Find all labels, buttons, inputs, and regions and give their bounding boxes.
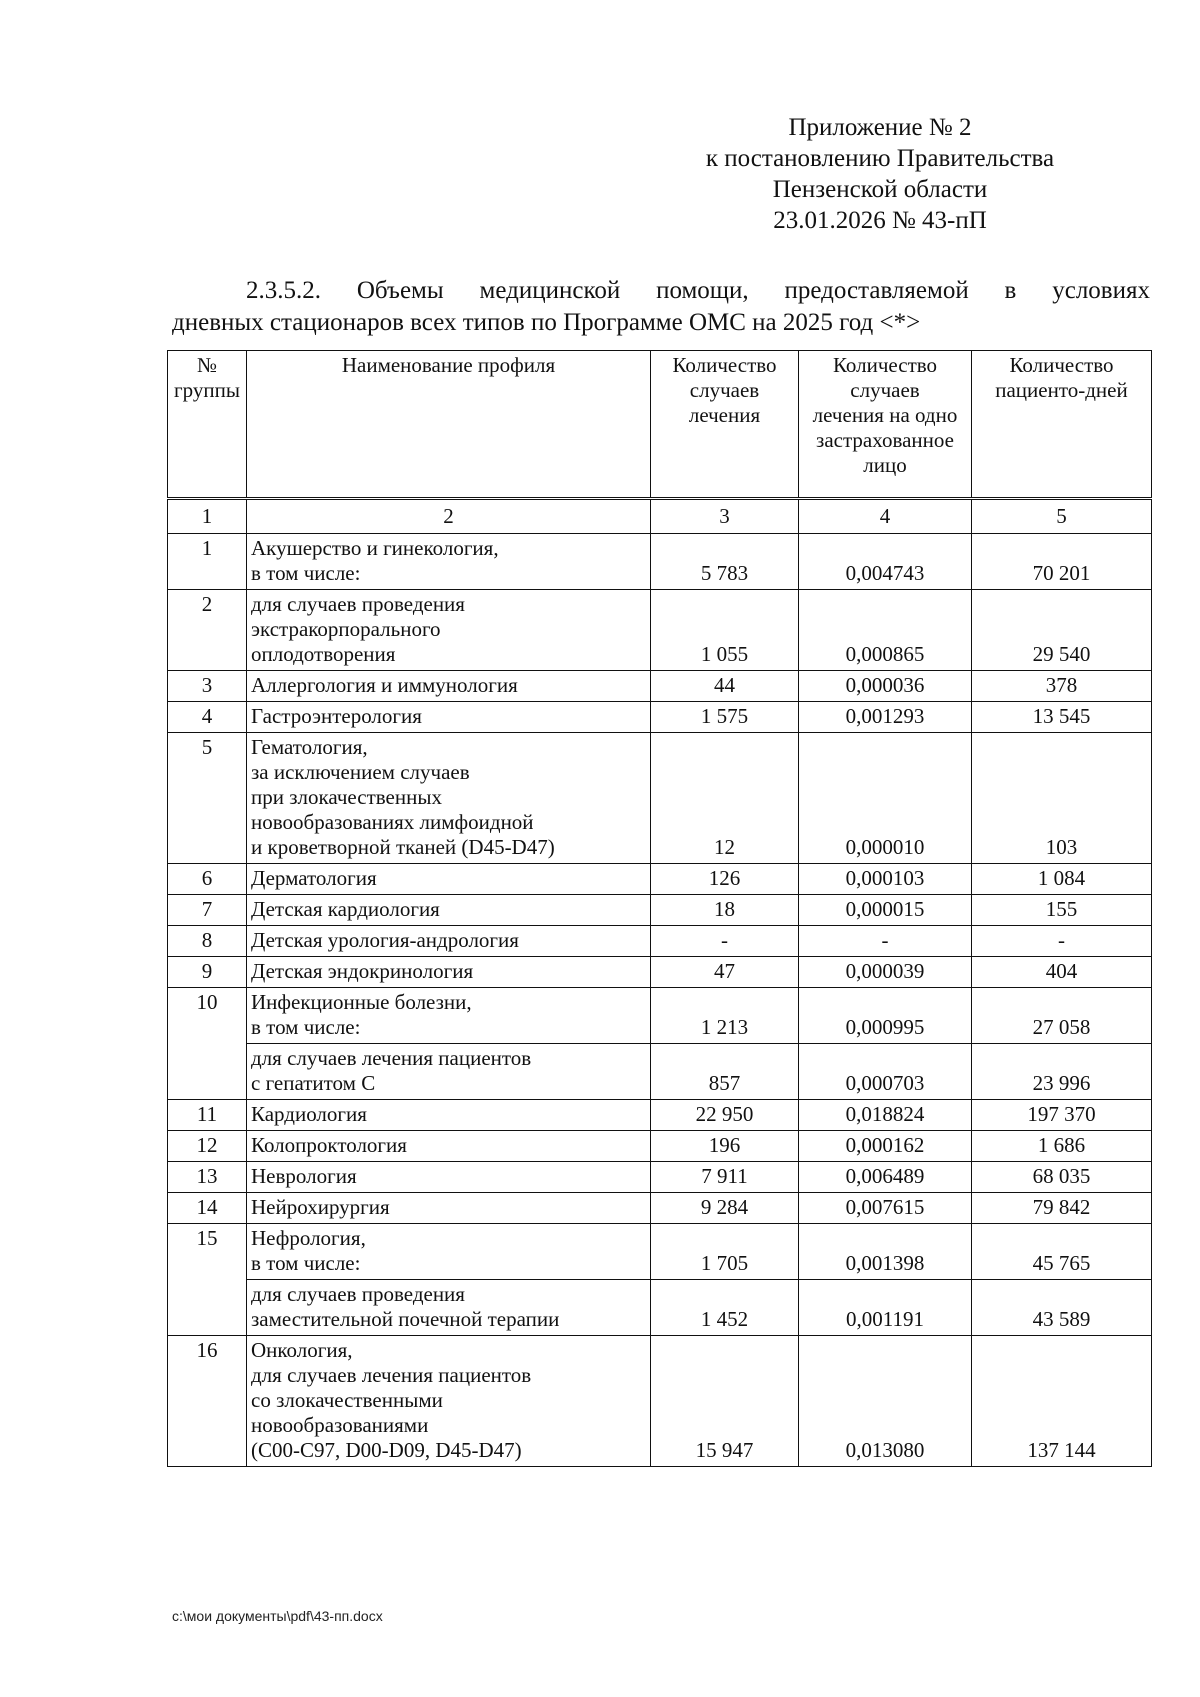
group-number-cell: 6 (168, 864, 247, 895)
column-number: 3 (651, 499, 799, 534)
table-row (168, 1162, 1152, 1193)
cases-per-insured-cell: 0,004743 (799, 534, 972, 590)
profile-name-cell: Дерматология (247, 864, 651, 895)
cases-cell: 44 (651, 671, 799, 702)
table-row (168, 1100, 1152, 1131)
patient-days-cell: 378 (972, 671, 1152, 702)
profile-name-cell: Гематология, за исключением случаев при злокачественных новообразованиях лимфоидной и кроветворной тканей (D45-D47) (247, 733, 651, 864)
cases-per-insured-cell: 0,000015 (799, 895, 972, 926)
file-path-footer: c:\мои документы\pdf\43-пп.docx (172, 1608, 383, 1624)
patient-days-cell: 1 686 (972, 1131, 1152, 1162)
cases-cell: 1 213 (651, 988, 799, 1044)
group-number-cell: 4 (168, 702, 247, 733)
table-row (168, 1336, 1152, 1467)
cases-cell: 1 575 (651, 702, 799, 733)
cases-per-insured-cell: 0,000865 (799, 590, 972, 671)
group-number-cell: 7 (168, 895, 247, 926)
table-row (168, 1131, 1152, 1162)
header-patient-days: Количество пациенто-дней (972, 351, 1152, 499)
profile-name-cell: Акушерство и гинекология, в том числе: (247, 534, 651, 590)
table-row (168, 864, 1152, 895)
patient-days-cell: 155 (972, 895, 1152, 926)
group-number-cell: 8 (168, 926, 247, 957)
table-row (168, 1224, 1152, 1280)
patient-days-cell: 27 058 (972, 988, 1152, 1044)
profile-name-cell: Неврология (247, 1162, 651, 1193)
cases-cell: 1 452 (651, 1280, 799, 1336)
column-number: 1 (168, 499, 247, 534)
table-row (168, 988, 1152, 1044)
appendix-title: Приложение № 2 (788, 114, 972, 141)
group-number-cell: 9 (168, 957, 247, 988)
cases-per-insured-cell: - (799, 926, 972, 957)
cases-cell: 22 950 (651, 1100, 799, 1131)
group-number-cell: 14 (168, 1193, 247, 1224)
cases-cell: 7 911 (651, 1162, 799, 1193)
patient-days-cell: 404 (972, 957, 1152, 988)
volumes-table (167, 350, 1152, 1467)
group-number-cell: 16 (168, 1336, 247, 1467)
table-row (168, 895, 1152, 926)
group-number-cell: 5 (168, 733, 247, 864)
table-row (168, 1280, 1152, 1336)
appendix-resolution: к постановлению Правительства (705, 145, 1055, 172)
group-number-cell: 11 (168, 1100, 247, 1131)
patient-days-cell: 45 765 (972, 1224, 1152, 1280)
group-number-cell: 1 (168, 534, 247, 590)
header-cases: Количество случаев лечения (651, 351, 799, 499)
cases-cell: 18 (651, 895, 799, 926)
cases-cell: - (651, 926, 799, 957)
table-row (168, 702, 1152, 733)
cases-cell: 126 (651, 864, 799, 895)
group-number-cell: 3 (168, 671, 247, 702)
section-heading (172, 275, 1150, 339)
cases-cell: 12 (651, 733, 799, 864)
group-number-cell: 15 (168, 1224, 247, 1336)
appendix-block (620, 112, 1140, 236)
group-number-cell: 13 (168, 1162, 247, 1193)
cases-per-insured-cell: 0,001191 (799, 1280, 972, 1336)
profile-name-cell: Кардиология (247, 1100, 651, 1131)
patient-days-cell: 103 (972, 733, 1152, 864)
group-number-cell: 2 (168, 590, 247, 671)
profile-name-cell: для случаев проведения заместительной почечной терапии (247, 1280, 651, 1336)
patient-days-cell: 23 996 (972, 1044, 1152, 1100)
cases-cell: 5 783 (651, 534, 799, 590)
patient-days-cell: 13 545 (972, 702, 1152, 733)
cases-cell: 196 (651, 1131, 799, 1162)
cases-per-insured-cell: 0,018824 (799, 1100, 972, 1131)
section-heading-line1: 2.3.5.2. Объемы медицинской помощи, предоставляемой в условиях (246, 277, 1150, 304)
appendix-region: Пензенской области (772, 176, 988, 203)
column-number: 2 (247, 499, 651, 534)
profile-name-cell: Детская кардиология (247, 895, 651, 926)
cases-cell: 15 947 (651, 1336, 799, 1467)
cases-per-insured-cell: 0,006489 (799, 1162, 972, 1193)
cases-cell: 1 705 (651, 1224, 799, 1280)
table-row (168, 926, 1152, 957)
cases-per-insured-cell: 0,000995 (799, 988, 972, 1044)
cases-per-insured-cell: 0,000103 (799, 864, 972, 895)
cases-per-insured-cell: 0,007615 (799, 1193, 972, 1224)
patient-days-cell: 197 370 (972, 1100, 1152, 1131)
cases-per-insured-cell: 0,000703 (799, 1044, 972, 1100)
patient-days-cell: 79 842 (972, 1193, 1152, 1224)
profile-name-cell: Гастроэнтерология (247, 702, 651, 733)
table-row (168, 733, 1152, 864)
column-numbers-row (168, 499, 1152, 534)
cases-per-insured-cell: 0,000010 (799, 733, 972, 864)
header-profile-name: Наименование профиля (247, 351, 651, 499)
header-cases-per-insured: Количество случаев лечения на одно застрахованное лицо (799, 351, 972, 499)
section-heading-line2: дневных стационаров всех типов по Программе ОМС на 2025 год <*> (172, 309, 921, 336)
profile-name-cell: Колопроктология (247, 1131, 651, 1162)
profile-name-cell: Инфекционные болезни, в том числе: (247, 988, 651, 1044)
cases-per-insured-cell: 0,013080 (799, 1336, 972, 1467)
table-header-row (168, 351, 1152, 499)
profile-name-cell: для случаев проведения экстракорпорального оплодотворения (247, 590, 651, 671)
appendix-date-number: 23.01.2026 № 43-пП (773, 207, 987, 234)
cases-per-insured-cell: 0,000162 (799, 1131, 972, 1162)
profile-name-cell: Нейрохирургия (247, 1193, 651, 1224)
patient-days-cell: - (972, 926, 1152, 957)
patient-days-cell: 1 084 (972, 864, 1152, 895)
profile-name-cell: для случаев лечения пациентов с гепатитом С (247, 1044, 651, 1100)
table-row (168, 1044, 1152, 1100)
profile-name-cell: Онкология, для случаев лечения пациентов со злокачественными новообразованиями (C00-C97, D00-D09, D45-D47) (247, 1336, 651, 1467)
profile-name-cell: Детская эндокринология (247, 957, 651, 988)
cases-cell: 1 055 (651, 590, 799, 671)
profile-name-cell: Нефрология, в том числе: (247, 1224, 651, 1280)
patient-days-cell: 137 144 (972, 1336, 1152, 1467)
column-number: 5 (972, 499, 1152, 534)
cases-cell: 857 (651, 1044, 799, 1100)
group-number-cell: 12 (168, 1131, 247, 1162)
table-row (168, 671, 1152, 702)
table-row (168, 534, 1152, 590)
patient-days-cell: 70 201 (972, 534, 1152, 590)
cases-per-insured-cell: 0,000036 (799, 671, 972, 702)
patient-days-cell: 68 035 (972, 1162, 1152, 1193)
cases-per-insured-cell: 0,000039 (799, 957, 972, 988)
cases-per-insured-cell: 0,001398 (799, 1224, 972, 1280)
profile-name-cell: Детская урология-андрология (247, 926, 651, 957)
cases-per-insured-cell: 0,001293 (799, 702, 972, 733)
patient-days-cell: 29 540 (972, 590, 1152, 671)
group-number-cell: 10 (168, 988, 247, 1100)
table-row (168, 1193, 1152, 1224)
table-row (168, 590, 1152, 671)
patient-days-cell: 43 589 (972, 1280, 1152, 1336)
cases-cell: 9 284 (651, 1193, 799, 1224)
table-row (168, 957, 1152, 988)
cases-cell: 47 (651, 957, 799, 988)
header-group-number: № группы (168, 351, 247, 499)
profile-name-cell: Аллергология и иммунология (247, 671, 651, 702)
column-number: 4 (799, 499, 972, 534)
